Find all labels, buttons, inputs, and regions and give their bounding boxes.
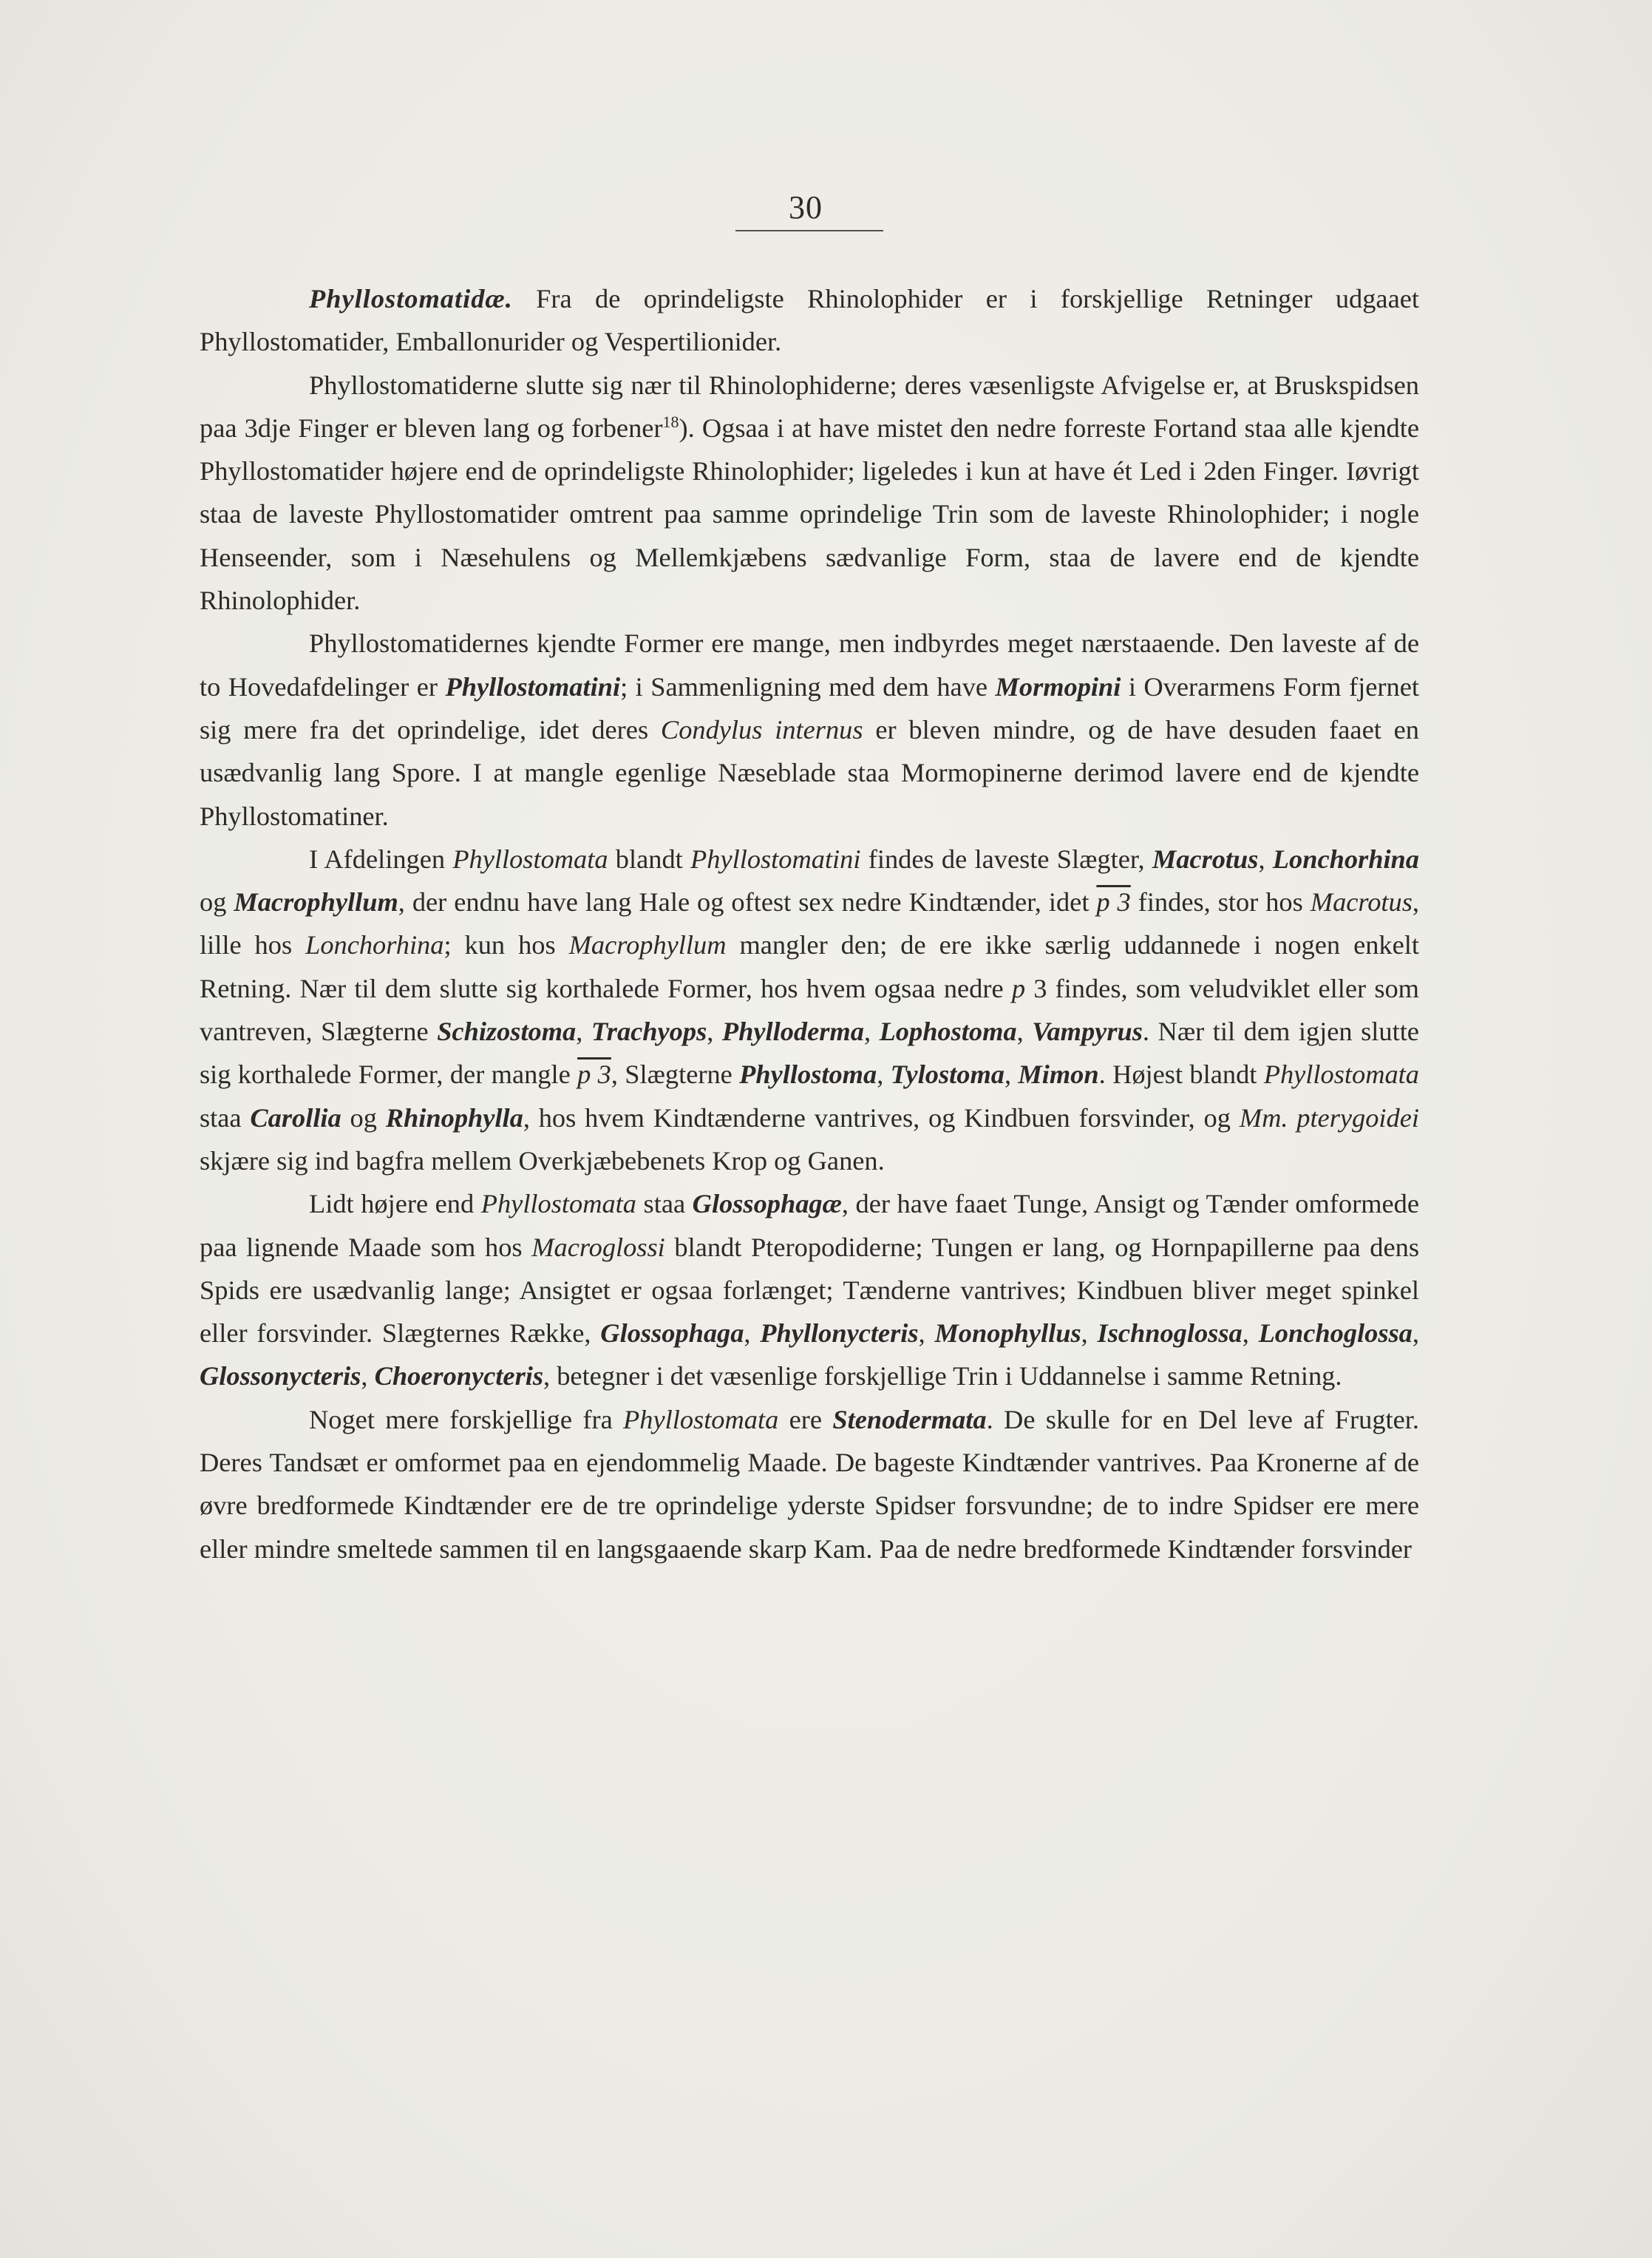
genus-name: Macrotus	[1310, 887, 1413, 918]
paragraph-3: Phyllostomatidernes kjendte Former ere mange, men indbyrdes meget nærstaaende. Den laveste af de to Hovedafdelinger er Phyllostomatini; i Sammenligning med dem have Mormopini i Overarmens Form fjernet sig mere fra det oprindelige, idet deres Condylus internus er bleven mindre, og de have desuden faaet en usædvanlig lang Spore. I at mangle egenlige Næseblade staa Mormopinerne derimod lavere end de kjendte Phyllostomatiner.	[200, 628, 1419, 831]
taxon-name: Phyllostomatini	[445, 671, 621, 702]
taxon-name: Mormopini	[995, 671, 1121, 702]
genus-name: Glossophaga	[600, 1318, 744, 1349]
genus-name: Phyllostoma	[739, 1060, 877, 1090]
taxon-name: Phyllostomata	[1263, 1060, 1419, 1090]
genus-name: Macrophyllum	[568, 930, 727, 960]
genus-name: Schizostoma	[437, 1017, 577, 1047]
taxon-name: Phyllostomata	[623, 1404, 779, 1434]
paragraph-5: Lidt højere end Phyllostomata staa Glossophagæ, der have faaet Tunge, Ansigt og Tænder omformede paa lignende Maade som hos Macroglossi blandt Pteropodiderne; Tungen er lang, og Hornpapillerne paa dens Spids ere usædvanlig lange; Ansigtet er ogsaa forlænget; Tænderne vantrives; Kindbuen bliver meget spinkel eller forsvinder. Slægternes Række, Glossophaga, Phyllonycteris, Monophyllus, Ischnoglossa, Lonchoglossa, Glossonycteris, Choeronycteris, betegner i det væsenlige forskjellige Trin i Uddannelse i samme Retning.	[200, 1189, 1419, 1391]
genus-name: Phylloderma	[721, 1017, 864, 1047]
genus-name: Phyllonycteris	[760, 1318, 919, 1349]
genus-name: Ischnoglossa	[1097, 1318, 1243, 1349]
tooth-notation: p	[1011, 973, 1026, 1003]
paragraph-6: Noget mere forskjellige fra Phyllostomata ere Stenodermata. De skulle for en Del leve af Frugter. Deres Tandsæt er omformet paa en ejendommelig Maade. De bageste Kindtænder vantrives. Paa Kronerne af de øvre bredformede Kindtænder ere de tre oprindelige yderste Spidser forsvundne; de to indre Spidser ere mere eller mindre smeltede sammen til en langsgaaende skarp Kam. Paa de nedre bredformede Kindtænder forsvinder	[200, 1404, 1420, 1564]
page-number: 30	[789, 189, 823, 226]
body-text	[200, 277, 1419, 1570]
paragraph-1: Phyllostomatidæ. Fra de oprindeligste Rhinolophider er i forskjellige Retninger udgaaet Phyllostomatider, Emballonurider og Vespertilionider.	[200, 284, 1419, 357]
taxon-name: Phyllostomata	[452, 844, 608, 874]
taxon-name: Phyllostomatini	[690, 844, 861, 874]
taxon-name: Macroglossi	[531, 1232, 665, 1262]
genus-name: Vampyrus	[1032, 1017, 1143, 1047]
genus-name: Carollia	[250, 1102, 341, 1133]
section-heading: Phyllostomatidæ.	[309, 284, 513, 313]
genus-name: Lonchoglossa	[1258, 1318, 1413, 1349]
page-number-rule	[735, 230, 883, 231]
taxon-name: Glossophagæ	[692, 1189, 842, 1219]
genus-name: Macrophyllum	[234, 887, 398, 918]
footnote-ref: 18	[662, 412, 679, 431]
taxon-name: Phyllostomata	[480, 1189, 636, 1219]
tooth-notation: p 3	[1096, 887, 1131, 918]
genus-name: Trachyops	[591, 1017, 707, 1047]
paragraph-2: Phyllostomatiderne slutte sig nær til Rhinolophiderne; deres væsenligste Afvigelse er, at Bruskspidsen paa 3dje Finger er bleven lang og forbener$^{18}$). Ogsaa i at have mistet den nedre forreste Fortand staa alle kjendte Phyllostomatider højere end de oprindeligste Rhinolophider; ligeledes i kun at have ét Led i 2den Finger. Iøvrigt staa de laveste Phyllostomatider omtrent paa samme oprindelige Trin som de laveste Rhinolophider; i nogle Henseender, som i Næsehulens og Mellemkjæbens sædvanlige Form, staa de lavere end de kjendte Rhinolophider.	[200, 370, 1420, 616]
genus-name: Lophostoma	[879, 1017, 1017, 1047]
paragraph-4: I Afdelingen Phyllostomata blandt Phyllostomatini findes de laveste Slægter, Macrotus, Lonchorhina og Macrophyllum, der endnu have lang Hale og oftest sex nedre Kindtænder, idet p 3 findes, stor hos Macrotus, lille hos Lonchorhina; kun hos Macrophyllum mangler den; de ere ikke særlig uddannede i nogen enkelt Retning. Nær til dem slutte sig korthalede Former, hos hvem ogsaa nedre p 3 findes, som veludviklet eller som vantreven, Slægterne Schizostoma, Trachyops, Phylloderma, Lophostoma, Vampyrus. Nær til dem igjen slutte sig korthalede Former, der mangle p 3, Slægterne Phyllostoma, Tylostoma, Mimon. Højest blandt Phyllostomata staa Carollia og Rhinophylla, hos hvem Kindtænderne vantrives, og Kindbuen forsvinder, og Mm. pterygoidei skjære sig ind bagfra mellem Overkjæbebenets Krop og Ganen.	[200, 844, 1419, 1176]
tooth-notation: p 3	[577, 1060, 611, 1090]
genus-name: Macrotus	[1152, 844, 1259, 874]
term-italic: Condylus internus	[660, 714, 863, 745]
genus-name: Rhinophylla	[385, 1102, 523, 1133]
genus-name: Monophyllus	[934, 1318, 1081, 1349]
term-italic: Mm. pterygoidei	[1239, 1102, 1419, 1133]
genus-name: Lonchorhina	[1272, 844, 1419, 874]
genus-name: Lonchorhina	[305, 930, 444, 960]
taxon-name: Stenodermata	[832, 1404, 987, 1434]
genus-name: Glossonycteris	[200, 1361, 361, 1391]
genus-name: Tylostoma	[890, 1060, 1005, 1090]
genus-name: Mimon	[1018, 1060, 1099, 1090]
genus-name: Choeronycteris	[374, 1361, 544, 1391]
